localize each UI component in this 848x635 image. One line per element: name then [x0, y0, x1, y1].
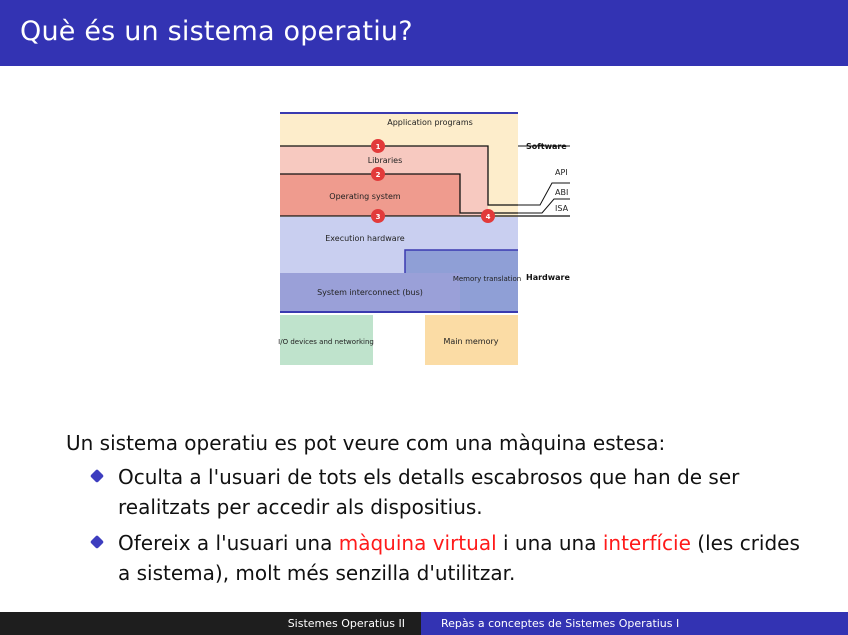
svg-text:4: 4 [485, 213, 491, 221]
slide-body [66, 428, 806, 594]
diamond-bullet-icon [90, 469, 104, 483]
svg-text:1: 1 [375, 143, 381, 151]
highlight-interface: interfície [602, 531, 691, 555]
highlight-virtual-machine: màquina virtual [338, 531, 497, 555]
bullet-text-mid: i una una [496, 531, 603, 555]
label-main-memory: Main memory [443, 337, 499, 346]
svg-text:2: 2 [375, 171, 381, 179]
slide-title: Què és un sistema operatiu? [20, 16, 413, 47]
label-memory-translation: Memory translation [452, 275, 522, 283]
bullet-text: Oculta a l'usuari de tots els detalls escabrosos que han de ser realitzats per accedir als dispositius. [118, 465, 740, 519]
bullet-text-before: Ofereix a l'usuari una [118, 531, 339, 555]
label-os: Operating system [329, 192, 401, 201]
svg-text:3: 3 [375, 213, 381, 221]
slide-footer [0, 612, 848, 635]
label-io-devices: I/O devices and networking [278, 338, 374, 346]
label-software: Software [526, 142, 567, 151]
footer-course: Sistemes Operatius II [0, 612, 421, 635]
label-hardware: Hardware [526, 273, 570, 282]
label-execution-hardware: Execution hardware [325, 234, 405, 243]
label-isa: ISA [555, 204, 569, 213]
footer-topic: Repàs a conceptes de Sistemes Operatius I [421, 612, 848, 635]
label-interconnect: System interconnect (bus) [317, 288, 423, 297]
os-layer-svg [270, 95, 590, 385]
bullet-text-after: (les crides a sistema), molt més senzilla d'utilitzar. [118, 531, 800, 585]
os-layer-diagram [270, 95, 590, 385]
bullet-list [66, 462, 806, 588]
bullet-item [66, 462, 806, 522]
intro-text: Un sistema operatiu es pot veure com una màquina estesa: [66, 431, 666, 455]
label-libraries: Libraries [367, 156, 403, 165]
slide-header [0, 0, 848, 66]
label-application: Application programs [387, 118, 473, 127]
label-abi: ABI [555, 188, 569, 197]
diamond-bullet-icon [90, 535, 104, 549]
bullet-item [66, 528, 806, 588]
label-api: API [555, 168, 568, 177]
